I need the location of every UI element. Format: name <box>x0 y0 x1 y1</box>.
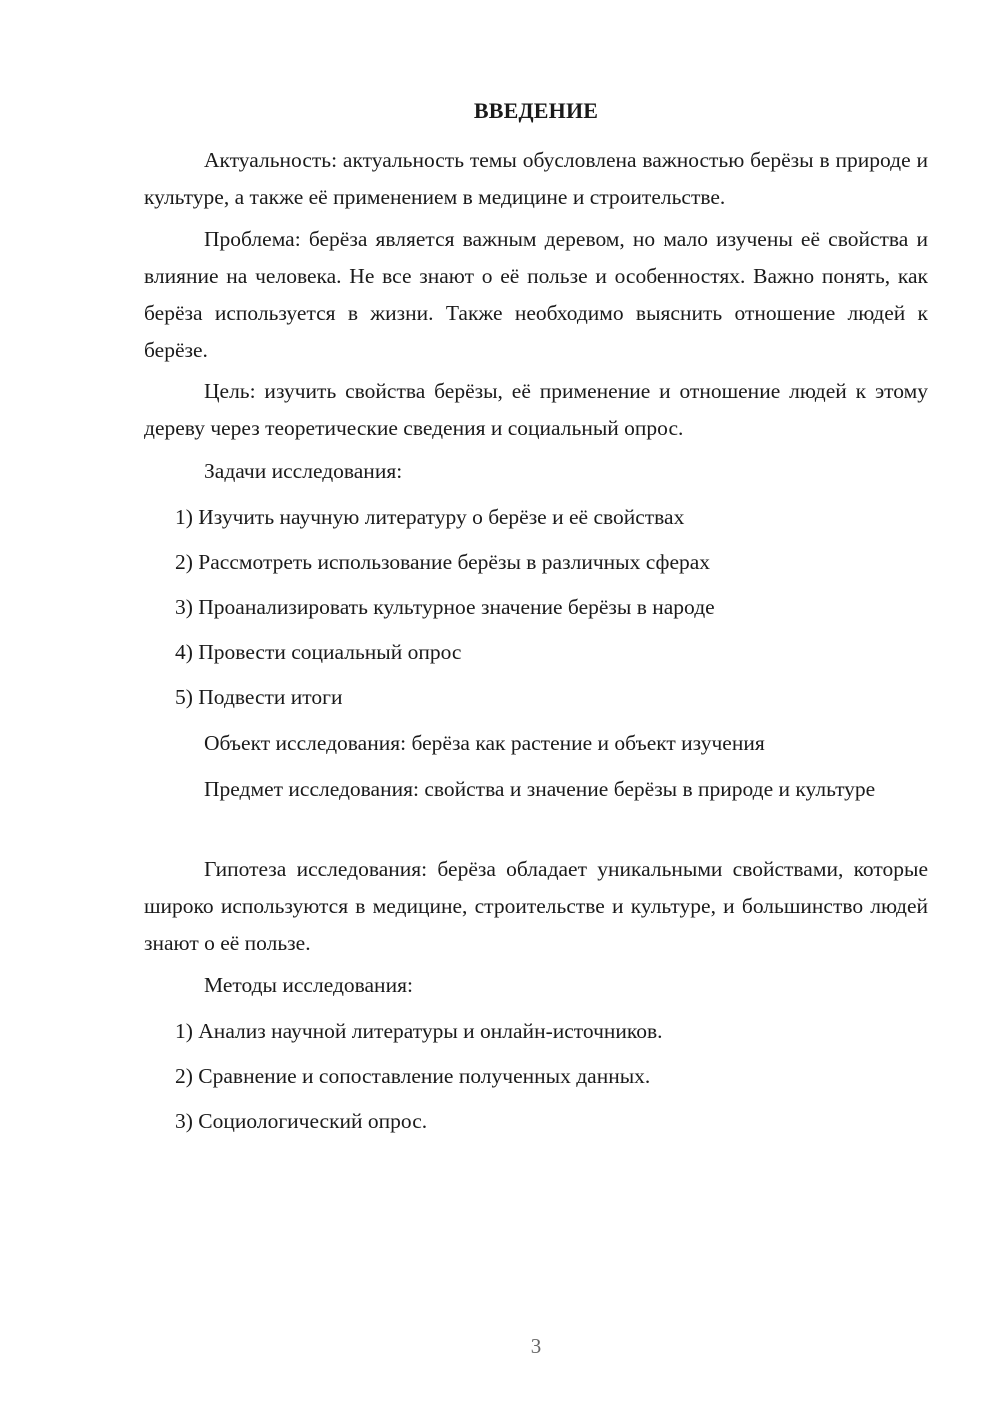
method-item: 1) Анализ научной литературы и онлайн-источников. <box>175 1019 663 1043</box>
task-item: 1) Изучить научную литературу о берёзе и её свойствах <box>175 505 685 529</box>
problem-paragraph: Проблема: берёза является важным деревом, но мало изучены её свойства и влияние на человека. Не все знают о её пользе и особенностях. Важно понять, как берёза используется в жизни. Также необходимо выяснить отношение людей к берёзе. <box>144 227 928 362</box>
page-title: ВВЕДЕНИЕ <box>473 98 599 123</box>
relevance-paragraph: Актуальность: актуальность темы обусловлена важностью берёзы в природе и культуре, а также её применением в медицине и строительстве. <box>144 148 928 209</box>
task-item: 3) Проанализировать культурное значение берёзы в народе <box>175 595 715 619</box>
task-item: 2) Рассмотреть использование берёзы в различных сферах <box>175 550 711 574</box>
subject-paragraph: Предмет исследования: свойства и значение берёзы в природе и культуре <box>204 777 876 801</box>
hypothesis-paragraph: Гипотеза исследования: берёза обладает уникальными свойствами, которые широко используются в медицине, строительстве и культуре, и большинство людей знают о её пользе. <box>144 857 928 955</box>
method-item: 3) Социологический опрос. <box>175 1109 428 1133</box>
tasks-heading: Задачи исследования: <box>204 459 403 483</box>
task-item: 4) Провести социальный опрос <box>175 640 462 664</box>
object-paragraph: Объект исследования: берёза как растение и объект изучения <box>204 731 765 755</box>
goal-paragraph: Цель: изучить свойства берёзы, её применение и отношение людей к этому дереву через теоретические сведения и социальный опрос. <box>144 379 928 440</box>
task-item: 5) Подвести итоги <box>175 685 343 709</box>
page-number: 3 <box>530 1334 542 1358</box>
method-item: 2) Сравнение и сопоставление полученных данных. <box>175 1064 651 1088</box>
methods-heading: Методы исследования: <box>204 973 413 997</box>
